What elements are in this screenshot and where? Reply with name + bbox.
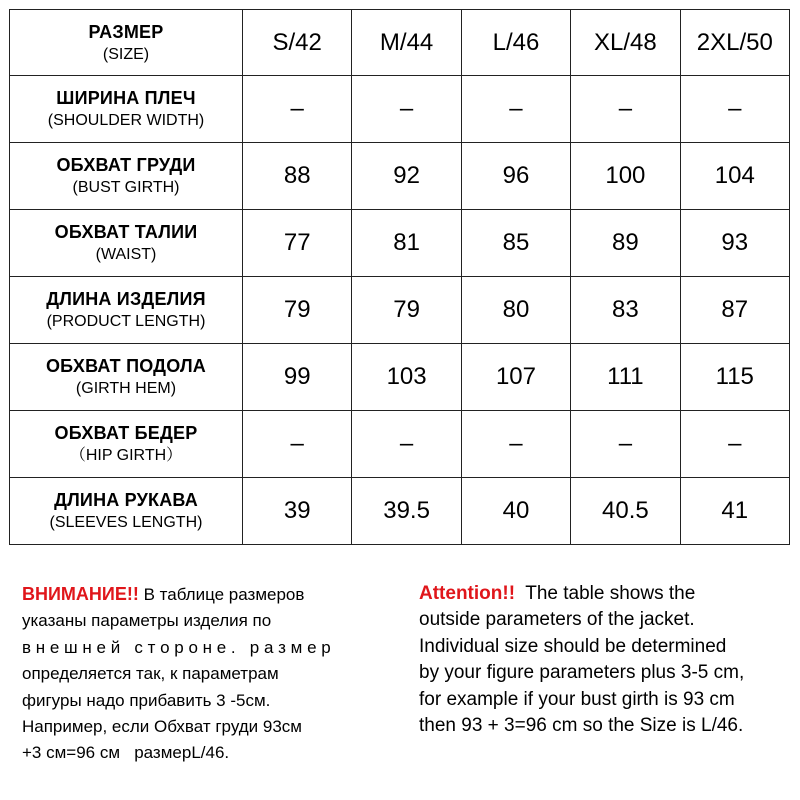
note-russian — [22, 581, 392, 767]
table-cell — [352, 143, 461, 210]
cell-value: 79 — [283, 296, 311, 323]
size-header-cell — [352, 10, 461, 76]
row-label-cell — [10, 344, 243, 411]
row-label-en: (GIRTH HEM) — [75, 380, 177, 397]
table-cell — [243, 411, 352, 478]
attention-label-en: Attention!! — [419, 583, 516, 604]
note-en-line: then 93 + 3=96 cm so the Size is L/46. — [419, 715, 744, 737]
cell-value: – — [618, 95, 633, 122]
table-cell — [352, 210, 461, 277]
row-label-ru: ДЛИНА РУКАВА — [54, 490, 198, 510]
cell-value: 93 — [721, 229, 749, 256]
cell-value: 89 — [612, 229, 639, 256]
note-en-line: Individual size should be determined — [419, 635, 727, 657]
size-header-cell — [680, 10, 789, 76]
table-row — [10, 277, 790, 344]
note-ru-line: в н е ш н е й с т о р о н е . р а з м е р — [22, 637, 331, 657]
table-cell — [571, 411, 680, 478]
cell-value: 99 — [283, 363, 311, 390]
cell-value: 111 — [607, 363, 644, 390]
cell-value: 92 — [393, 162, 420, 189]
row-label-ru: ШИРИНА ПЛЕЧ — [56, 88, 196, 108]
header-label-en: (SIZE) — [102, 45, 150, 63]
row-label-ru: ОБХВАТ ПОДОЛА — [45, 356, 206, 376]
note-en-line: for example if your bust girth is 93 cm — [419, 688, 735, 710]
table-row — [10, 411, 790, 478]
note-ru-text: В таблице размеров — [138, 585, 305, 604]
cell-value: 41 — [721, 497, 749, 524]
row-label-en: (WAIST) — [95, 246, 157, 263]
row-label-en: (PRODUCT LENGTH) — [46, 313, 206, 330]
cell-value: 39 — [283, 497, 311, 524]
cell-value: 88 — [283, 162, 311, 189]
note-en-text: The table shows the — [515, 583, 696, 604]
row-label-cell — [10, 76, 243, 143]
note-ru-line: указаны параметры изделия по — [22, 611, 272, 631]
size-header-cell — [571, 10, 680, 76]
table-cell — [243, 210, 352, 277]
cell-value: 79 — [393, 296, 420, 323]
table-cell — [352, 344, 461, 411]
size-header-label: S/42 — [272, 28, 322, 56]
table-cell — [680, 277, 789, 344]
table-row — [10, 210, 790, 277]
cell-value: 104 — [714, 162, 755, 189]
row-label-ru: ОБХВАТ ГРУДИ — [56, 155, 196, 175]
table-cell — [680, 344, 789, 411]
table-cell — [243, 344, 352, 411]
table-cell — [243, 478, 352, 545]
table-row — [10, 344, 790, 411]
cell-value: 80 — [502, 296, 530, 323]
table-header-row — [10, 10, 790, 76]
row-label-ru: ОБХВАТ БЕДЕР — [54, 423, 198, 443]
row-label-cell — [10, 277, 243, 344]
cell-value: 40 — [502, 497, 530, 524]
note-ru-line — [22, 581, 392, 608]
cell-value: 103 — [386, 363, 427, 390]
note-en-line: by your figure parameters plus 3-5 cm, — [419, 662, 745, 684]
table-cell — [461, 210, 570, 277]
table-cell — [571, 76, 680, 143]
cell-value: – — [399, 95, 414, 122]
header-label-cell — [10, 10, 243, 76]
cell-value: 85 — [502, 229, 530, 256]
size-header-label: XL/48 — [594, 28, 657, 56]
row-label-cell — [10, 210, 243, 277]
cell-value: 100 — [605, 162, 646, 189]
table-cell — [352, 478, 461, 545]
cell-value: 81 — [393, 229, 420, 256]
table-cell — [680, 411, 789, 478]
note-en-line: outside parameters of the jacket. — [419, 609, 695, 631]
table-cell — [680, 210, 789, 277]
cell-value: 87 — [721, 296, 749, 323]
row-label-en: (SLEEVES LENGTH) — [49, 514, 203, 531]
table-cell — [461, 277, 570, 344]
table-cell — [352, 76, 461, 143]
note-ru-line: +3 см=96 см размерL/46. — [22, 743, 230, 763]
table-cell — [571, 478, 680, 545]
size-notes — [0, 568, 800, 800]
size-header-cell — [461, 10, 570, 76]
table-cell — [571, 277, 680, 344]
header-label-ru: РАЗМЕР — [88, 21, 164, 42]
note-english — [419, 581, 787, 739]
cell-value: 96 — [502, 162, 530, 189]
note-ru-line: фигуры надо прибавить 3 -5см. — [22, 690, 271, 710]
row-label-en: （HIP GIRTH） — [69, 447, 183, 464]
table-cell — [352, 411, 461, 478]
cell-value: 40.5 — [602, 497, 649, 524]
note-ru-line: определяется так, к параметрам — [22, 664, 279, 684]
note-ru-line: Например, если Обхват груди 93см — [22, 717, 302, 737]
row-label-cell — [10, 411, 243, 478]
cell-value: – — [290, 430, 304, 457]
table-cell — [461, 411, 570, 478]
cell-value: – — [290, 95, 304, 122]
row-label-ru: ОБХВАТ ТАЛИИ — [54, 222, 198, 242]
table-cell — [571, 344, 680, 411]
table-cell — [461, 76, 570, 143]
attention-label-ru: ВНИМАНИЕ!! — [22, 584, 139, 604]
cell-value: 77 — [283, 229, 311, 256]
cell-value: – — [399, 430, 414, 457]
table-row — [10, 76, 790, 143]
cell-value: – — [728, 95, 742, 122]
row-label-en: (BUST GIRTH) — [72, 179, 180, 196]
table-cell — [243, 76, 352, 143]
size-header-label: L/46 — [492, 28, 540, 56]
table-cell — [680, 143, 789, 210]
cell-value: 115 — [715, 363, 754, 390]
table-cell — [461, 478, 570, 545]
size-chart-table — [9, 9, 790, 545]
table-cell — [243, 143, 352, 210]
note-en-line — [419, 581, 787, 607]
cell-value: – — [509, 95, 523, 122]
cell-value: 39.5 — [383, 497, 430, 524]
size-header-cell — [243, 10, 352, 76]
row-label-ru: ДЛИНА ИЗДЕЛИЯ — [46, 289, 206, 309]
table-cell — [352, 277, 461, 344]
table-row — [10, 478, 790, 545]
row-label-cell — [10, 143, 243, 210]
table-cell — [571, 143, 680, 210]
size-header-label: M/44 — [379, 28, 434, 56]
table-row — [10, 143, 790, 210]
table-cell — [680, 478, 789, 545]
row-label-cell — [10, 478, 243, 545]
table-cell — [461, 344, 570, 411]
size-header-label: 2XL/50 — [696, 28, 773, 56]
table-cell — [680, 76, 789, 143]
table-cell — [461, 143, 570, 210]
cell-value: 107 — [495, 363, 536, 390]
cell-value: – — [509, 430, 523, 457]
table-cell — [243, 277, 352, 344]
row-label-en: (SHOULDER WIDTH) — [47, 112, 205, 129]
cell-value: – — [728, 430, 742, 457]
cell-value: – — [618, 430, 633, 457]
table-cell — [571, 210, 680, 277]
cell-value: 83 — [612, 296, 639, 323]
